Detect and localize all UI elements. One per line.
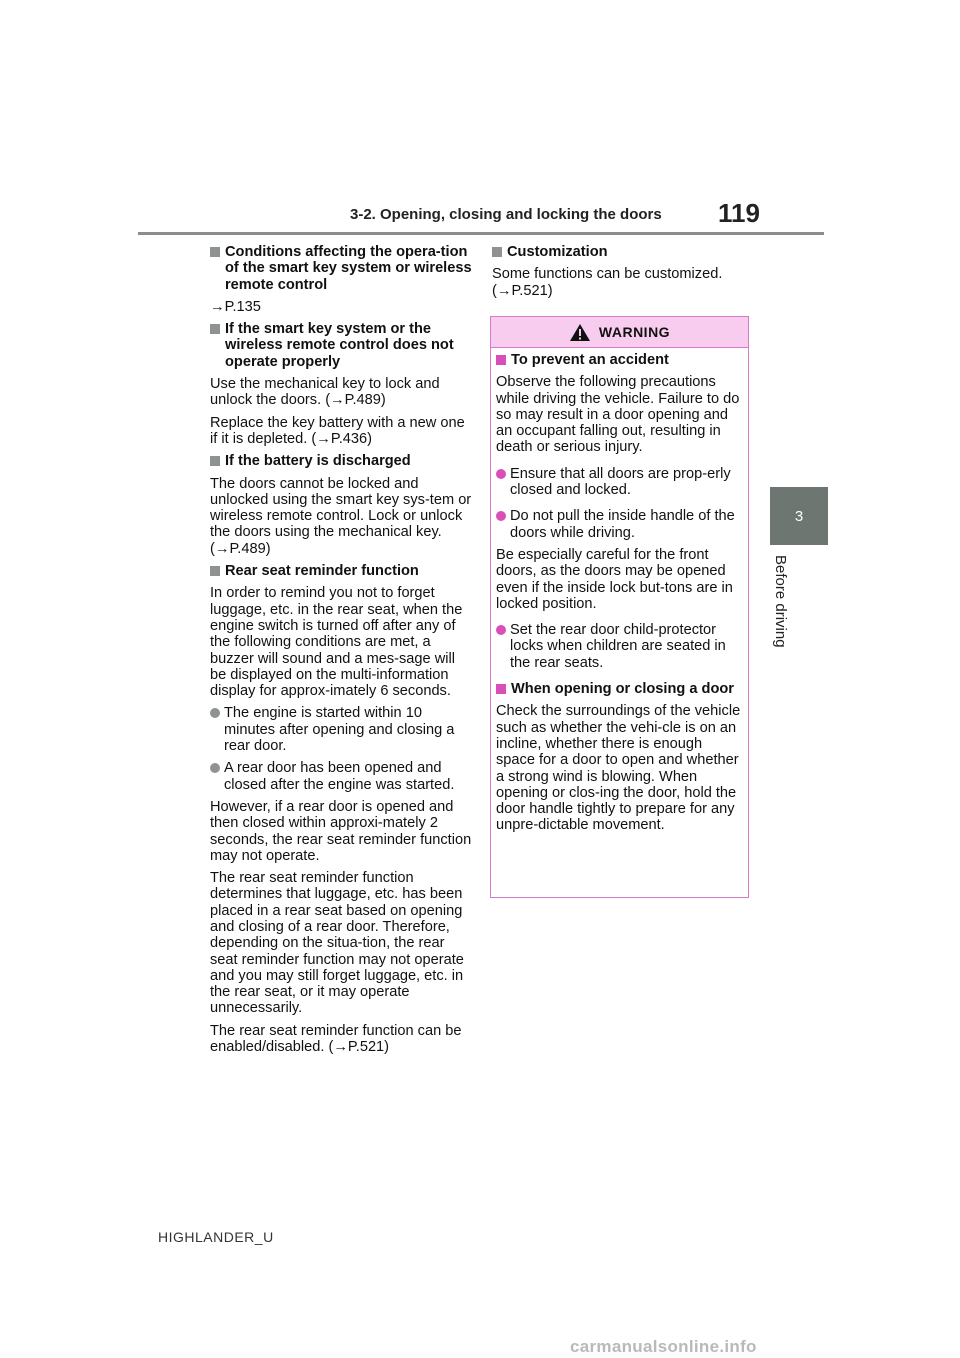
page-reference[interactable]: →P.135 xyxy=(210,298,261,315)
paragraph: However, if a rear door is opened and then closed within approxi-mately 2 seconds, the rear seat reminder function may not operate. xyxy=(210,798,472,864)
square-bullet-icon xyxy=(210,456,220,466)
heading-text: Conditions affecting the opera-tion of the smart key system or wireless remote control xyxy=(225,244,472,293)
round-bullet-icon xyxy=(496,511,506,521)
list-item-text: A rear door has been opened and closed after the engine was started. xyxy=(224,760,455,793)
warning-header xyxy=(491,317,748,348)
square-bullet-icon xyxy=(210,247,220,257)
section-heading xyxy=(210,244,472,293)
section-heading xyxy=(496,352,742,368)
square-bullet-icon xyxy=(492,247,502,257)
list-item xyxy=(496,466,742,499)
section-title: 3-2. Opening, closing and locking the doors xyxy=(350,206,662,223)
list-item xyxy=(210,760,472,793)
heading-text: Rear seat reminder function xyxy=(225,563,419,580)
square-bullet-icon xyxy=(210,324,220,334)
square-bullet-icon xyxy=(210,566,220,576)
heading-text: To prevent an accident xyxy=(511,352,669,368)
paragraph: Some functions can be customized. (→P.521) xyxy=(492,266,723,299)
list-item-text: Set the rear door child-protector locks when children are seated in the rear seats. xyxy=(510,622,726,671)
model-code: HIGHLANDER_U xyxy=(158,1229,274,1245)
square-bullet-icon xyxy=(496,684,506,694)
paragraph: Check the surroundings of the vehicle such as whether the vehi-cle is on an incline, whether there is enough space for a door to open and whether a strong wind is blowing. When opening or clos-ing the door, hold the door handle tightly to prepare for any unpre-dictable movement. xyxy=(496,703,741,834)
list-item xyxy=(210,705,472,754)
paragraph: The rear seat reminder function determines that luggage, etc. has been placed in a rear seat based on opening and closing of a rear door. Therefore, depending on the situa-tion, the rear seat reminder function may not operate and you may still forget luggage, etc. in the rear seat, or it may operate unnecessarily. xyxy=(210,870,464,1017)
chapter-tab[interactable]: 3 xyxy=(770,487,828,545)
square-bullet-icon xyxy=(496,355,506,365)
paragraph: Observe the following precautions while driving the vehicle. Failure to do so may result in a door opening and an occupant falling out, resulting in death or serious injury. xyxy=(496,374,740,456)
paragraph: The doors cannot be locked and unlocked using the smart key sys-tem or wireless remote control. Lock or unlock the doors using the mechanical key. (→P.489) xyxy=(210,475,472,557)
heading-text: If the battery is discharged xyxy=(225,453,411,470)
section-heading xyxy=(210,563,472,579)
list-item xyxy=(496,508,742,541)
heading-text: When opening or closing a door xyxy=(511,681,734,698)
header-divider xyxy=(138,232,824,235)
round-bullet-icon xyxy=(496,625,506,635)
warning-box xyxy=(490,316,749,898)
watermark: carmanualsonline.info xyxy=(570,1337,757,1356)
round-bullet-icon xyxy=(496,469,506,479)
warning-title: WARNING xyxy=(598,324,671,340)
right-column xyxy=(492,244,754,305)
left-column xyxy=(210,244,472,1061)
warning-body xyxy=(491,348,748,834)
list-item-text: Ensure that all doors are prop-erly closed and locked. xyxy=(510,465,731,499)
list-item-text: The engine is started within 10 minutes after opening and closing a rear door. xyxy=(224,705,455,755)
list-item xyxy=(496,622,742,671)
round-bullet-icon xyxy=(210,708,220,718)
section-heading xyxy=(210,321,472,370)
list-item-text: Do not pull the inside handle of the doors while driving. xyxy=(510,508,735,541)
section-heading xyxy=(210,453,472,469)
paragraph: In order to remind you not to forget luggage, etc. in the rear seat, when the engine switch is turned off after any of the following conditions are met, a buzzer will sound and a mes-sage will be displayed on the multi-information display for approx-imately 6 seconds. xyxy=(210,585,463,700)
heading-text: If the smart key system or the wireless remote control does not operate properly xyxy=(225,321,454,370)
page-number: 119 xyxy=(718,198,760,228)
section-heading xyxy=(496,681,742,697)
round-bullet-icon xyxy=(210,763,220,773)
paragraph: The rear seat reminder function can be enabled/disabled. (→P.521) xyxy=(210,1022,462,1056)
paragraph: Be especially careful for the front doors, as the doors may be opened even if the inside lock but-tons are in locked position. xyxy=(496,546,733,612)
heading-text: Customization xyxy=(507,244,608,260)
section-heading xyxy=(492,244,754,260)
warning-triangle-icon xyxy=(569,323,591,342)
paragraph: Use the mechanical key to lock and unlock the doors. (→P.489) xyxy=(210,376,440,409)
paragraph: Replace the key battery with a new one if it is depleted. (→P.436) xyxy=(210,414,465,447)
chapter-label: Before driving xyxy=(772,555,789,648)
